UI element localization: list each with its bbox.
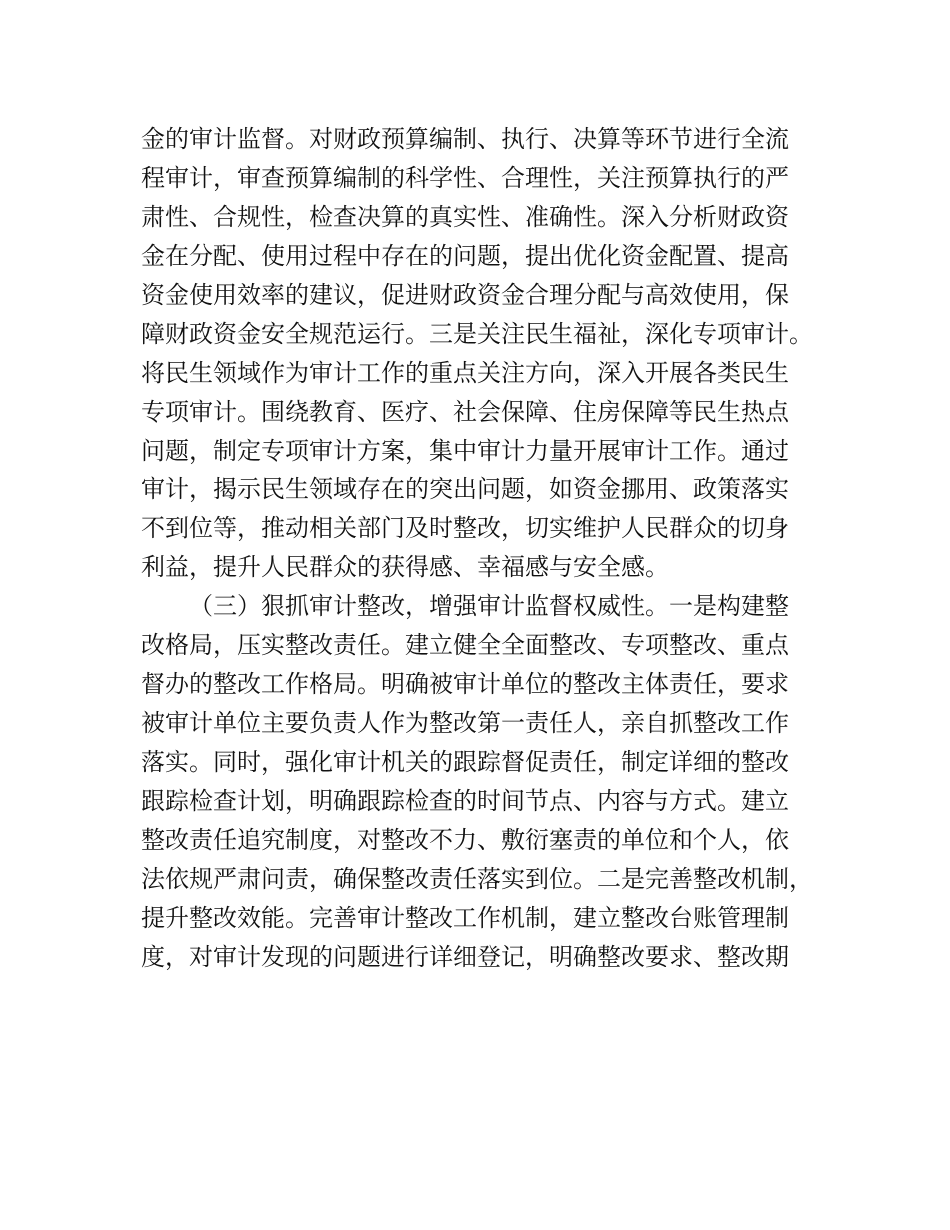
text-line: 障财政资金安全规范运行。三是关注民生福祉，深化专项审计。 [141, 319, 813, 348]
text-line: 资金使用效率的建议，促进财政资金合理分配与高效使用，保 [141, 280, 789, 309]
text-line: 审计，揭示民生领域存在的突出问题，如资金挪用、政策落实 [141, 475, 789, 504]
text-line: 提升整改效能。完善审计整改工作机制，建立整改台账管理制 [141, 903, 789, 932]
text-line: 督办的整改工作格局。明确被审计单位的整改主体责任，要求 [141, 670, 789, 699]
text-line: 整改责任追究制度，对整改不力、敷衍塞责的单位和个人，依 [141, 825, 789, 854]
text-line: 将民生领域作为审计工作的重点关注方向，深入开展各类民生 [141, 358, 789, 387]
text-line: 问题，制定专项审计方案，集中审计力量开展审计工作。通过 [141, 436, 789, 465]
text-line: 法依规严肃问责，确保整改责任落实到位。二是完善整改机制， [141, 864, 813, 893]
text-line: 肃性、合规性，检查决算的真实性、准确性。深入分析财政资 [141, 202, 789, 231]
text-line: 被审计单位主要负责人作为整改第一责任人，亲自抓整改工作 [141, 709, 789, 738]
text-line: 专项审计。围绕教育、医疗、社会保障、住房保障等民生热点 [141, 397, 789, 426]
text-line: 改格局，压实整改责任。建立健全全面整改、专项整改、重点 [141, 631, 789, 660]
text-line: 跟踪检查计划，明确跟踪检查的时间节点、内容与方式。建立 [141, 786, 789, 815]
paragraph-heading-line: （三）狠抓审计整改，增强审计监督权威性。一是构建整 [189, 592, 789, 621]
text-line: 落实。同时，强化审计机关的跟踪督促责任，制定详细的整改 [141, 748, 789, 776]
text-line: 度，对审计发现的问题进行详细登记，明确整改要求、整改期 [141, 942, 789, 971]
text-line: 不到位等，推动相关部门及时整改，切实维护人民群众的切身 [141, 514, 789, 543]
body-text [141, 120, 841, 977]
text-line: 程审计，审查预算编制的科学性、合理性，关注预算执行的严 [141, 163, 789, 192]
text-line: 金的审计监督。对财政预算编制、执行、决算等环节进行全流 [141, 125, 789, 153]
paragraph-2 [141, 587, 841, 976]
text-line: 利益，提升人民群众的获得感、幸福感与安全感。 [141, 553, 669, 582]
paragraph-1 [141, 120, 841, 587]
text-line: 金在分配、使用过程中存在的问题，提出优化资金配置、提高 [141, 241, 789, 270]
